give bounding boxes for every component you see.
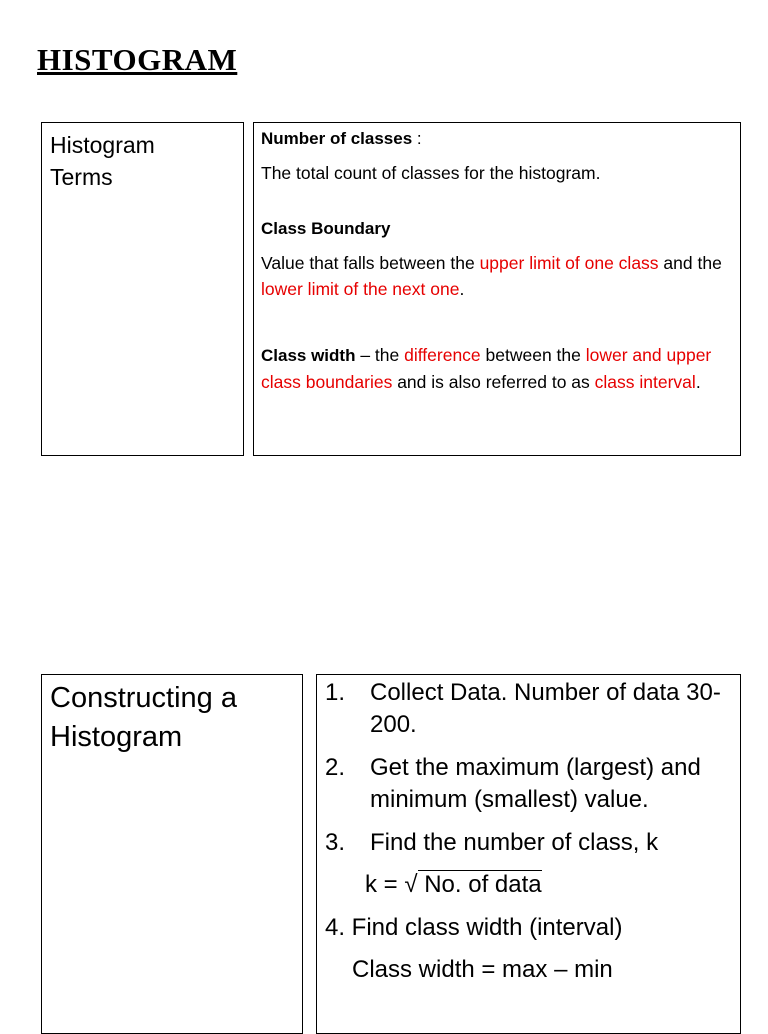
step-4-text: 4. Find class width (interval) bbox=[325, 914, 623, 941]
step-1 bbox=[325, 677, 732, 741]
class-boundary-text-2: and the bbox=[658, 253, 722, 273]
construct-label-box bbox=[41, 674, 303, 1034]
construct-label: Constructing a Histogram bbox=[50, 682, 237, 753]
formula-k-prefix: k = √ bbox=[365, 871, 418, 898]
class-width-text-2: between the bbox=[480, 345, 586, 365]
class-width-highlight-3: class interval bbox=[594, 372, 696, 392]
class-width-heading: Class width bbox=[261, 346, 356, 365]
terms-label-box bbox=[41, 122, 244, 456]
class-boundary-text-3: . bbox=[459, 279, 465, 299]
number-of-classes-description: The total count of classes for the histogram. bbox=[261, 163, 601, 183]
class-boundary-description bbox=[261, 250, 733, 302]
class-boundary-highlight-1: upper limit of one class bbox=[479, 253, 659, 273]
class-width-highlight-1: difference bbox=[404, 345, 481, 365]
formula-k bbox=[325, 869, 732, 901]
step-1-text: Collect Data. Number of data 30-200. bbox=[370, 679, 721, 738]
class-width-text-4: . bbox=[695, 372, 701, 392]
class-boundary-text-1: Value that falls between the bbox=[261, 253, 480, 273]
class-boundary-heading: Class Boundary bbox=[261, 219, 391, 238]
formula-width: Class width = max – min bbox=[352, 956, 613, 983]
step-3 bbox=[325, 827, 732, 859]
number-of-classes-colon: : bbox=[412, 129, 422, 148]
class-width-description bbox=[261, 342, 733, 395]
step-3-number: 3. bbox=[325, 829, 346, 856]
step-2-text: Get the maximum (largest) and minimum (smallest) value. bbox=[370, 754, 701, 813]
construct-content-box bbox=[316, 674, 741, 1034]
number-of-classes-heading bbox=[261, 128, 733, 150]
formula-k-radicand: No. of data bbox=[417, 871, 542, 898]
number-of-classes-title: Number of classes bbox=[261, 129, 413, 148]
step-2-number: 2. bbox=[325, 754, 346, 781]
terms-content-box bbox=[253, 122, 741, 456]
class-boundary-highlight-2: lower limit of the next one bbox=[261, 279, 460, 299]
step-3-text: Find the number of class, k bbox=[370, 829, 659, 856]
class-width-text-1: – the bbox=[355, 345, 405, 365]
step-2 bbox=[325, 752, 732, 816]
step-1-number: 1. bbox=[325, 679, 346, 706]
class-width-text-3: and is also referred to as bbox=[392, 372, 595, 392]
class-width-highlight-2: lower and upper class boundaries bbox=[261, 345, 712, 392]
page-title: HISTOGRAM bbox=[37, 42, 238, 77]
terms-label: Histogram Terms bbox=[50, 132, 155, 190]
